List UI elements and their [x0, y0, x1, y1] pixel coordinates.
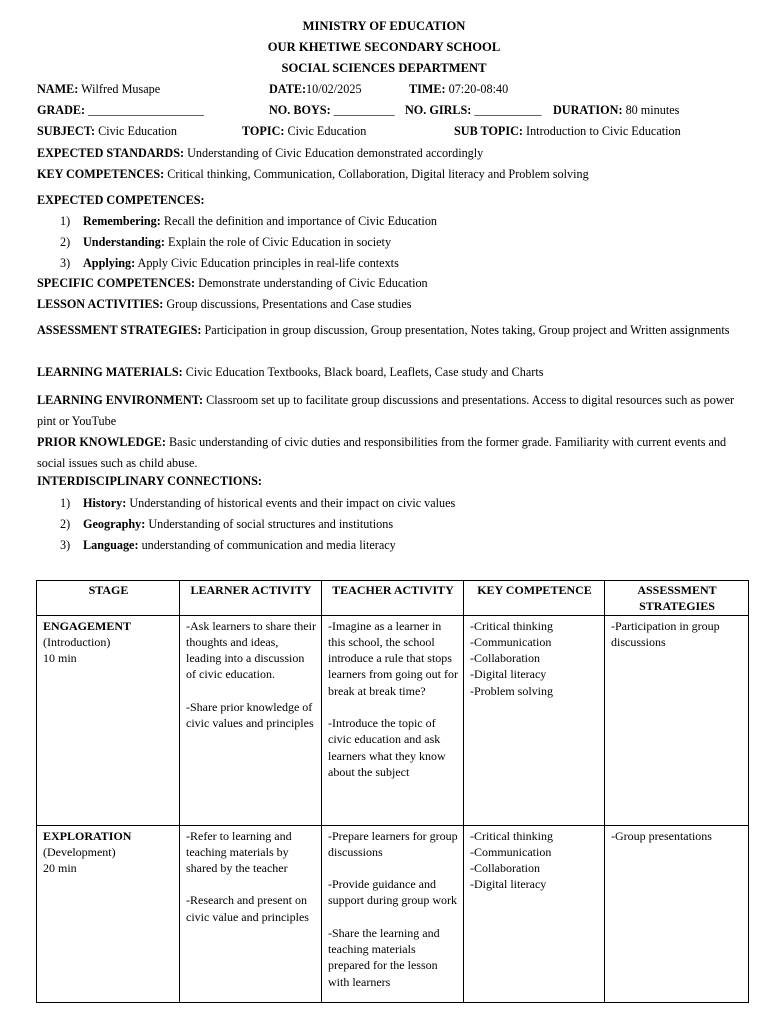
- lesson-stages-table: [36, 580, 749, 1003]
- girls-field: [405, 103, 541, 118]
- column-header-key-competence: KEY COMPETENCE: [464, 581, 605, 616]
- stage-cell: [37, 615, 180, 825]
- list-number: 1): [60, 214, 71, 228]
- grade-label: GRADE:: [37, 103, 86, 117]
- specific-competences-label: SPECIFIC COMPETENCES:: [37, 276, 196, 290]
- key-competences-value: Critical thinking, Communication, Collaboration, Digital literacy and Problem solving: [164, 167, 589, 181]
- stage-duration: 20 min: [43, 861, 77, 876]
- time-label: TIME:: [409, 82, 446, 96]
- competence-item: -Collaboration: [470, 861, 540, 876]
- learning-materials: [37, 365, 543, 380]
- key-competences: [37, 167, 589, 182]
- learning-environment: [37, 390, 747, 432]
- lesson-activities-value: Group discussions, Presentations and Case studies: [163, 297, 412, 311]
- table-row: [37, 825, 749, 1002]
- time-value: 07:20-08:40: [445, 82, 509, 96]
- list-term: Geography:: [83, 517, 146, 531]
- assessment-strategies: [37, 322, 747, 339]
- column-header-stage: STAGE: [37, 581, 180, 616]
- duration-field: [553, 103, 679, 118]
- table-header-row: [37, 581, 749, 616]
- stage-subtitle: (Development): [43, 844, 116, 859]
- table-row: [37, 615, 749, 825]
- time-field: [409, 82, 508, 97]
- competence-item: -Digital literacy: [470, 667, 547, 682]
- assessment-text: -Participation in group discussions: [611, 618, 720, 649]
- grade-field: [37, 103, 204, 118]
- subtopic-label: SUB TOPIC:: [454, 124, 523, 138]
- girls-value: ___________: [471, 103, 542, 117]
- subject-value: Civic Education: [95, 124, 177, 138]
- competence-item: -Critical thinking: [470, 828, 553, 843]
- stage-name: ENGAGEMENT: [43, 618, 132, 633]
- competence-item: -Digital literacy: [470, 877, 547, 892]
- learner-activity-cell: [180, 615, 322, 825]
- activity-text: -Introduce the topic of civic education and ask learners what they know about the subject: [328, 716, 446, 779]
- expected-competences-heading: EXPECTED COMPETENCES:: [37, 193, 205, 207]
- date-label: DATE:: [269, 82, 307, 96]
- prior-knowledge: [37, 432, 747, 474]
- column-header-assessment-strategies: ASSESSMENT STRATEGIES: [605, 581, 749, 616]
- list-number: 2): [60, 517, 71, 531]
- learning-materials-value: Civic Education Textbooks, Black board, Leaflets, Case study and Charts: [182, 365, 544, 379]
- topic-label: TOPIC:: [242, 124, 285, 138]
- duration-label: DURATION:: [553, 103, 623, 117]
- subtopic-value: Introduction to Civic Education: [522, 124, 681, 138]
- list-text: Explain the role of Civic Education in society: [164, 235, 392, 249]
- assessment-cell: [605, 615, 749, 825]
- key-competences-label: KEY COMPETENCES:: [37, 167, 165, 181]
- name-field: [37, 82, 160, 97]
- boys-value: __________: [330, 103, 395, 117]
- boys-field: [269, 103, 395, 118]
- topic-value: Civic Education: [284, 124, 367, 138]
- lesson-activities: [37, 297, 411, 312]
- activity-text: -Refer to learning and teaching materials by shared by the teacher: [186, 828, 292, 876]
- stage-name: EXPLORATION: [43, 828, 132, 843]
- list-text: understanding of communication and media literacy: [138, 538, 396, 552]
- boys-label: NO. BOYS:: [269, 103, 331, 117]
- school-heading: OUR KHETIWE SECONDARY SCHOOL: [267, 40, 501, 54]
- stage-cell: [37, 825, 180, 1002]
- activity-text: -Share prior knowledge of civic values and principles: [186, 699, 314, 731]
- learning-environment-label: LEARNING ENVIRONMENT:: [37, 393, 204, 407]
- list-text: Understanding of social structures and institutions: [145, 517, 394, 531]
- department-heading: SOCIAL SCIENCES DEPARTMENT: [281, 61, 487, 75]
- date-value: 10/02/2025: [306, 82, 362, 96]
- list-number: 1): [60, 496, 71, 510]
- duration-value: 80 minutes: [622, 103, 680, 117]
- activity-text: -Imagine as a learner in this school, the school introduce a rule that stops learners from going out for break at break time?: [328, 618, 458, 698]
- list-term: History:: [83, 496, 127, 510]
- list-text: Understanding of historical events and their impact on civic values: [126, 496, 456, 510]
- list-text: Apply Civic Education principles in real-life contexts: [135, 256, 399, 270]
- lesson-activities-label: LESSON ACTIVITIES:: [37, 297, 164, 311]
- stage-subtitle: (Introduction): [43, 634, 111, 649]
- competence-item: -Critical thinking: [470, 618, 553, 633]
- specific-competences: [37, 276, 428, 291]
- competence-item: -Problem solving: [470, 683, 553, 698]
- assessment-strategies-label: ASSESSMENT STRATEGIES:: [37, 323, 202, 337]
- assessment-cell: [605, 825, 749, 1002]
- key-competence-cell: [464, 615, 605, 825]
- girls-label: NO. GIRLS:: [405, 103, 472, 117]
- competence-item: -Communication: [470, 844, 552, 859]
- activity-text: -Research and present on civic value and principles: [186, 893, 309, 924]
- ministry-heading: MINISTRY OF EDUCATION: [302, 19, 466, 33]
- activity-text: -Ask learners to share their thoughts and ideas, leading into a discussion of civic education.: [186, 618, 316, 682]
- list-term: Remembering:: [83, 214, 161, 228]
- learning-materials-label: LEARNING MATERIALS:: [37, 365, 183, 379]
- activity-text: -Share the learning and teaching materials prepared for the lesson with learners: [328, 925, 440, 989]
- expected-standards: [37, 146, 483, 161]
- subject-label: SUBJECT:: [37, 124, 96, 138]
- interdisciplinary-heading: INTERDISCIPLINARY CONNECTIONS:: [37, 474, 262, 488]
- list-number: 2): [60, 235, 71, 249]
- key-competence-cell: [464, 825, 605, 1002]
- assessment-text: -Group presentations: [611, 828, 712, 843]
- learner-activity-cell: [180, 825, 322, 1002]
- column-header-teacher-activity: TEACHER ACTIVITY: [322, 581, 464, 616]
- expected-standards-value: Understanding of Civic Education demonstrated accordingly: [184, 146, 484, 160]
- name-label: NAME:: [37, 82, 79, 96]
- subtopic-field: [454, 124, 681, 139]
- assessment-strategies-value: Participation in group discussion, Group presentation, Notes taking, Group project and Written assignments: [201, 323, 730, 337]
- list-term: Applying:: [83, 256, 136, 270]
- expected-standards-label: EXPECTED STANDARDS:: [37, 146, 185, 160]
- prior-knowledge-label: PRIOR KNOWLEDGE:: [37, 435, 166, 449]
- list-number: 3): [60, 538, 71, 552]
- prior-knowledge-value: Basic understanding of civic duties and responsibilities from the former grade. Familiarity with current events and social issues such as child abuse.: [37, 435, 727, 470]
- activity-text: -Prepare learners for group discussions: [328, 828, 458, 859]
- stage-duration: 10 min: [43, 651, 77, 666]
- grade-value: ___________________: [85, 103, 204, 117]
- learning-environment-value: Classroom set up to facilitate group discussions and presentations. Access to digital resources such as power pint or YouTube: [37, 393, 735, 428]
- list-number: 3): [60, 256, 71, 270]
- activity-text: -Provide guidance and support during group work: [328, 877, 457, 908]
- list-term: Understanding:: [83, 235, 165, 249]
- competence-item: -Collaboration: [470, 651, 540, 666]
- competence-item: -Communication: [470, 634, 552, 649]
- teacher-activity-cell: [322, 825, 464, 1002]
- list-term: Language:: [83, 538, 139, 552]
- teacher-activity-cell: [322, 615, 464, 825]
- name-value: Wilfred Musape: [78, 82, 161, 96]
- specific-competences-value: Demonstrate understanding of Civic Education: [195, 276, 428, 290]
- list-text: Recall the definition and importance of Civic Education: [160, 214, 438, 228]
- subject-field: [37, 124, 177, 139]
- date-field: [269, 82, 362, 97]
- topic-field: [242, 124, 366, 139]
- column-header-learner-activity: LEARNER ACTIVITY: [180, 581, 322, 616]
